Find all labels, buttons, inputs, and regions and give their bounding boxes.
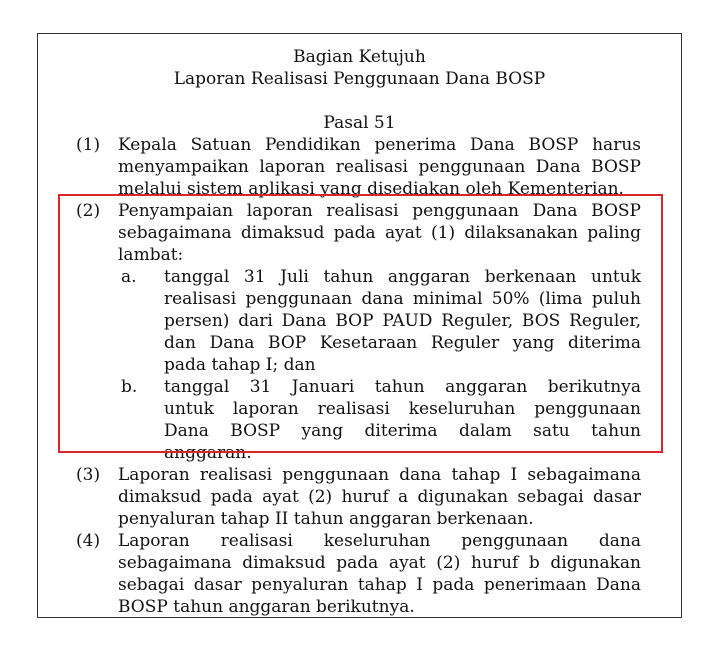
paragraph-line: penyaluran tahap II tahun anggaran berkenaan.: [118, 509, 534, 529]
paragraph-line: sebagai dasar penyaluran tahap I pada penerimaan Dana: [118, 575, 641, 595]
list-item-b: [164, 376, 641, 464]
paragraph-4: [118, 530, 641, 618]
item-letter: b.: [121, 377, 138, 397]
item-line: realisasi penggunaan dana minimal 50% (lima puluh: [164, 289, 641, 309]
item-line: tanggal 31 Januari tahun anggaran berikutnya: [164, 377, 641, 397]
paragraph-line: sebagaimana dimaksud pada ayat (1) dilaksanakan paling: [118, 223, 641, 243]
paragraph-3: [118, 464, 641, 530]
paragraph-line: melalui sistem aplikasi yang disediakan oleh Kementerian.: [118, 179, 624, 199]
paragraph-number: (3): [76, 465, 101, 485]
item-line: Dana BOSP yang diterima dalam satu tahun: [164, 421, 641, 441]
item-line: untuk laporan realisasi keseluruhan penggunaan: [164, 399, 641, 419]
paragraph-line: menyampaikan laporan realisasi penggunaan Dana BOSP: [118, 157, 641, 177]
item-letter: a.: [121, 267, 137, 287]
section-title: Bagian Ketujuh: [293, 47, 426, 67]
paragraph-2: [118, 200, 641, 266]
paragraph-line: Penyampaian laporan realisasi penggunaan Dana BOSP: [118, 201, 641, 221]
paragraph-line: lambat:: [118, 245, 184, 265]
item-line: pada tahap I; dan: [164, 355, 316, 375]
item-line: tanggal 31 Juli tahun anggaran berkenaan untuk: [164, 267, 641, 287]
item-line: dan Dana BOP Kesetaraan Reguler yang diterima: [164, 333, 641, 353]
paragraph-line: Kepala Satuan Pendidikan penerima Dana BOSP harus: [118, 135, 641, 155]
paragraph-line: dimaksud pada ayat (2) huruf a digunakan sebagai dasar: [118, 487, 641, 507]
paragraph-line: Laporan realisasi penggunaan dana tahap I sebagaimana: [118, 465, 641, 485]
paragraph-line: sebagaimana dimaksud pada ayat (2) huruf b digunakan: [118, 553, 641, 573]
paragraph-number: (2): [76, 201, 101, 221]
list-item-a: [164, 266, 641, 376]
item-line: anggaran.: [164, 443, 252, 463]
paragraph-number: (1): [76, 135, 101, 155]
item-line: persen) dari Dana BOP PAUD Reguler, BOS Reguler,: [164, 311, 641, 331]
article-heading: Pasal 51: [323, 113, 396, 133]
paragraph-line: Laporan realisasi keseluruhan penggunaan dana: [118, 531, 641, 551]
section-subtitle: Laporan Realisasi Penggunaan Dana BOSP: [173, 69, 546, 89]
paragraph-1: [118, 134, 641, 200]
paragraph-line: BOSP tahun anggaran berikutnya.: [118, 597, 415, 617]
paragraph-number: (4): [76, 531, 101, 551]
